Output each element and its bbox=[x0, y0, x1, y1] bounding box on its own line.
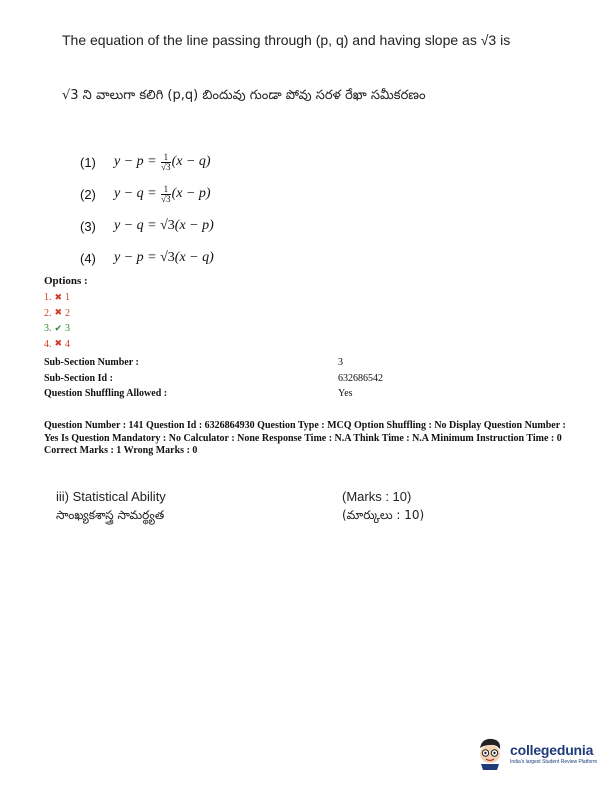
option-item bbox=[44, 337, 70, 353]
choice-lhs: y − p = bbox=[114, 154, 157, 169]
fraction bbox=[161, 185, 170, 204]
sub-section-id-label: Sub-Section Id : bbox=[44, 372, 113, 384]
question-marks: Correct Marks : 1 Wrong Marks : 0 bbox=[44, 445, 198, 456]
choice-number: (1) bbox=[80, 154, 96, 170]
answer-choices bbox=[80, 146, 214, 274]
choice-rhs: (x − q) bbox=[171, 154, 211, 169]
meta-values bbox=[338, 357, 383, 404]
section-title: iii) Statistical Ability bbox=[56, 489, 166, 504]
option-index: 3. bbox=[44, 323, 52, 335]
question-shuffling-value: Yes bbox=[338, 388, 353, 399]
choice-lhs: y − q = bbox=[114, 218, 157, 233]
section-title-telugu: సాంఖ్యకశాస్త్ర సామర్థ్యత bbox=[56, 508, 165, 522]
choice-rhs: (x − p) bbox=[171, 186, 211, 201]
section-marks bbox=[342, 489, 424, 525]
fraction-numerator: 1 bbox=[161, 153, 170, 163]
logo-text bbox=[510, 742, 597, 765]
logo-brand: collegedunia bbox=[510, 741, 594, 758]
section-marks-telugu: (మార్కులు : 10) bbox=[342, 508, 425, 522]
option-item bbox=[44, 290, 70, 306]
question-info bbox=[44, 420, 574, 458]
sub-section-number-value: 3 bbox=[338, 357, 343, 368]
question-shuffling-label: Question Shuffling Allowed : bbox=[44, 388, 168, 399]
choice-number: (2) bbox=[80, 186, 96, 202]
fraction-denominator: √3 bbox=[161, 193, 171, 204]
option-index: 1. bbox=[44, 292, 52, 304]
choice-2 bbox=[80, 178, 214, 210]
options-label: Options : bbox=[44, 275, 88, 287]
option-value: 4 bbox=[65, 338, 71, 350]
choice-rhs: (x − q) bbox=[174, 250, 214, 265]
choice-number: (3) bbox=[80, 218, 96, 234]
option-item bbox=[44, 306, 70, 322]
wrong-cross-icon: ✖ bbox=[54, 339, 63, 350]
sub-section-number-label: Sub-Section Number : bbox=[44, 357, 139, 368]
options-list bbox=[44, 290, 70, 352]
logo-tagline: India's largest Student Review Platform bbox=[510, 758, 598, 765]
question-text-english: The equation of the line passing through (p, q) and having slope as √3 is bbox=[62, 32, 511, 48]
choice-rhs: (x − p) bbox=[174, 218, 214, 233]
square-root: √3 bbox=[160, 250, 175, 265]
option-index: 2. bbox=[44, 307, 52, 319]
square-root: √3 bbox=[160, 218, 175, 233]
option-value: 2 bbox=[65, 307, 71, 319]
correct-check-icon: ✔ bbox=[54, 323, 63, 334]
choice-3 bbox=[80, 210, 214, 242]
option-value: 3 bbox=[65, 323, 71, 335]
fraction-numerator: 1 bbox=[161, 185, 170, 195]
choice-1 bbox=[80, 146, 214, 178]
option-index: 4. bbox=[44, 338, 52, 350]
student-mascot-icon bbox=[474, 736, 506, 770]
meta-labels bbox=[44, 357, 167, 404]
question-info-details: Question Number : 141 Question Id : 6326864930 Question Type : MCQ Option Shuffling : No Display Question Number : Yes Is Question Mandatory : No Calculator : None Response Time : N.A Think Time : N.A Minimum Instruction Time : 0 bbox=[44, 420, 566, 444]
choice-lhs: y − q = bbox=[114, 186, 157, 201]
fraction bbox=[161, 153, 170, 172]
sub-section-id-value: 632686542 bbox=[338, 372, 383, 384]
wrong-cross-icon: ✖ bbox=[54, 308, 63, 319]
wrong-cross-icon: ✖ bbox=[54, 292, 63, 303]
section-marks-english: (Marks : 10) bbox=[342, 489, 412, 504]
choice-lhs: y − p = bbox=[114, 250, 157, 265]
choice-4 bbox=[80, 242, 214, 274]
question-text-telugu: √3 ని వాలుగా కలిగి (p,q) బిందువు గుండా పోవు సరళ రేఖా సమీకరణం bbox=[62, 88, 426, 103]
section-heading bbox=[56, 489, 166, 525]
collegedunia-logo[interactable] bbox=[474, 736, 597, 770]
option-item bbox=[44, 321, 70, 337]
option-value: 1 bbox=[65, 292, 71, 304]
fraction-denominator: √3 bbox=[161, 161, 171, 172]
choice-number: (4) bbox=[80, 250, 96, 266]
